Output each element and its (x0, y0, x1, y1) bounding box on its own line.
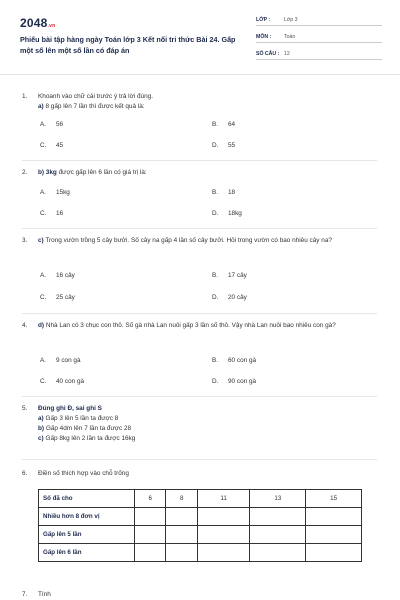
answer-cell[interactable] (166, 544, 197, 562)
question-stem (38, 236, 374, 246)
table-row-label: Gấp lên 6 lần (39, 544, 135, 562)
question-stem (38, 102, 374, 112)
option-1d[interactable]: D. 55 (212, 142, 236, 149)
table-header-cell: 6 (135, 490, 166, 508)
answer-cell[interactable] (135, 526, 166, 544)
logo-text: 2048 (20, 16, 48, 30)
table-header-row (39, 490, 362, 508)
question-divider (22, 160, 377, 161)
question-number: 2. (22, 169, 28, 176)
meta-class-label: LỚP : (256, 17, 271, 23)
answer-cell[interactable] (306, 544, 362, 562)
question-title: Đúng ghi Đ, sai ghi S (38, 405, 102, 412)
option-2d[interactable]: D. 18kg (212, 210, 242, 217)
question-number: 1. (22, 93, 28, 100)
option-4a[interactable]: A. 9 con gà (40, 357, 81, 364)
option-1a[interactable]: A. 56 (40, 121, 64, 128)
question-number: 3. (22, 237, 28, 244)
table-row (39, 544, 362, 562)
question-label: c) (38, 237, 44, 244)
true-false-item: b) Gấp 4dm lên 7 lần ta được 28 (38, 425, 132, 432)
question-number: 5. (22, 405, 28, 412)
table-row (39, 508, 362, 526)
option-1b[interactable]: B. 64 (212, 121, 236, 128)
answer-cell[interactable] (250, 544, 306, 562)
meta-subject-label: MÔN : (256, 34, 272, 40)
table-header-cell: 13 (250, 490, 306, 508)
table-header-cell: 11 (197, 490, 250, 508)
question-text: Trong vườn trồng 5 cây bưởi. Số cây na gấp 4 lần số cây bưởi. Hỏi trong vườn có bao nhiêu cây na? (45, 237, 332, 244)
true-false-item: a) Gấp 3 lên 5 lần ta được 8 (38, 415, 119, 422)
answer-cell[interactable] (135, 544, 166, 562)
answer-cell[interactable] (250, 508, 306, 526)
true-false-item: c) Gấp 8kg lên 2 lần ta được 16kg (38, 435, 136, 442)
site-logo[interactable] (20, 16, 55, 30)
answer-cell[interactable] (166, 508, 197, 526)
question-title: Tính (38, 591, 51, 598)
meta-subject-value: Toán (284, 34, 296, 40)
question-divider (22, 459, 377, 460)
option-2b[interactable]: B. 18 (212, 189, 236, 196)
option-1c[interactable]: C. 45 (40, 142, 64, 149)
option-3b[interactable]: B. 17 cây (212, 272, 247, 279)
logo-domain: .vn (47, 23, 56, 29)
table-header-cell: Số đã cho (39, 490, 135, 508)
question-number: 6. (22, 470, 28, 477)
header-divider (0, 74, 400, 75)
question-label: b) 3kg (38, 169, 57, 176)
answer-cell[interactable] (250, 526, 306, 544)
question-text: Nhà Lan có 3 chục con thỏ. Số gà nhà Lan nuôi gấp 3 lần số thỏ. Vậy nhà Lan nuôi bao nhiêu con gà? (45, 322, 336, 329)
question-label: d) (38, 322, 45, 329)
worksheet-header (20, 14, 382, 76)
question-divider (22, 396, 377, 397)
option-4d[interactable]: D. 90 con gà (212, 378, 257, 385)
table-row-label: Gấp lên 5 lần (39, 526, 135, 544)
meta-subject (256, 32, 382, 43)
table-row-label: Nhiều hơn 8 đơn vị (39, 508, 135, 526)
option-3a[interactable]: A. 16 cây (40, 272, 75, 279)
answer-cell[interactable] (166, 526, 197, 544)
question-number: 7. (22, 591, 28, 598)
option-2c[interactable]: C. 16 (40, 210, 64, 217)
question-stem (38, 168, 374, 178)
worksheet-title: Phiếu bài tập hàng ngày Toán lớp 3 Kết nối tri thức Bài 24. Gấp một số lên một số lần có đáp án (20, 35, 236, 55)
answer-cell[interactable] (197, 526, 250, 544)
fill-in-table (38, 489, 362, 562)
question-text: được gấp lên 6 lần có giá trị là: (58, 169, 147, 176)
meta-class-value: Lớp 3 (284, 17, 298, 23)
option-4b[interactable]: B. 60 con gà (212, 357, 257, 364)
answer-cell[interactable] (135, 508, 166, 526)
table-header-cell: 15 (306, 490, 362, 508)
question-stem (38, 321, 374, 331)
question-text: 8 gấp lên 7 lần thì được kết quả là: (45, 103, 145, 110)
option-4c[interactable]: C. 40 con gà (40, 378, 85, 385)
option-3c[interactable]: C. 25 cây (40, 294, 75, 301)
question-instruction: Khoanh vào chữ cái trước ý trả lời đúng. (38, 93, 153, 100)
meta-count-label: SỐ CÂU : (256, 51, 280, 57)
table-header-cell: 8 (166, 490, 197, 508)
meta-class (256, 15, 382, 26)
answer-cell[interactable] (197, 544, 250, 562)
meta-count-value: 12 (284, 51, 290, 57)
meta-count (256, 49, 382, 60)
table-row (39, 526, 362, 544)
option-2a[interactable]: A. 15kg (40, 189, 70, 196)
question-number: 4. (22, 322, 28, 329)
answer-cell[interactable] (306, 508, 362, 526)
question-title: Điền số thích hợp vào chỗ trống (38, 470, 129, 477)
question-label: a) (38, 103, 44, 110)
answer-cell[interactable] (306, 526, 362, 544)
question-divider (22, 313, 377, 314)
answer-cell[interactable] (197, 508, 250, 526)
option-3d[interactable]: D. 20 cây (212, 294, 247, 301)
question-divider (22, 228, 377, 229)
